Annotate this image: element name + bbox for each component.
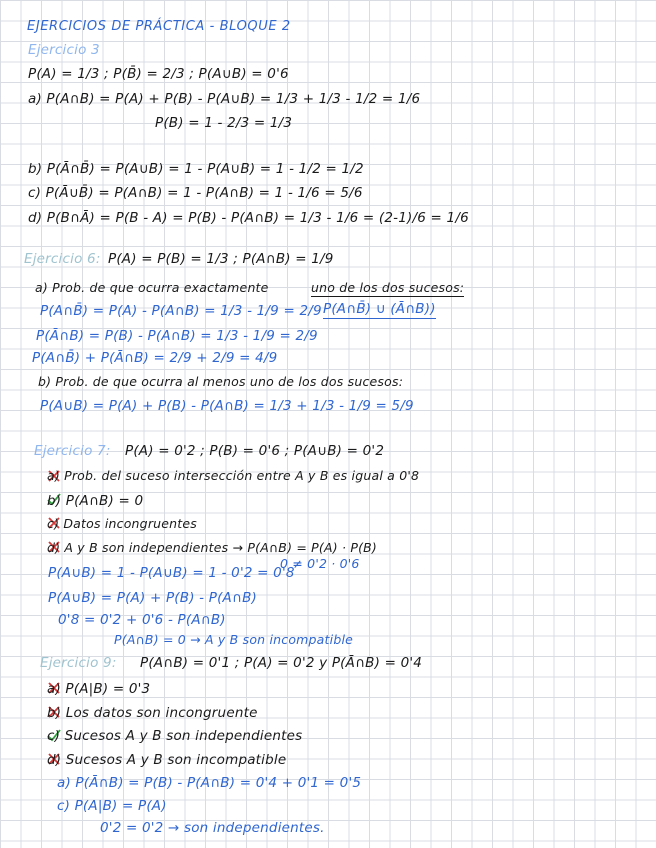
exercise-3-part-a: a) P(A∩B) = P(A) + P(B) - P(A∪B) = 1/3 + 1/3 - 1/2 = 1/6 — [28, 91, 421, 107]
exercise-7-option-b: b) P(A∩B) = 0 — [47, 493, 144, 509]
exercise-6-a-line-2: P(Ā∩B) = P(B) - P(A∩B) = 1/3 - 1/9 = 2/9 — [36, 328, 318, 344]
exercise-7-option-a: a) Prob. del suceso intersección entre A y B es igual a 0'8 — [47, 468, 420, 483]
exercise-6-b-line: P(A∪B) = P(A) + P(B) - P(A∩B) = 1/3 + 1/3 - 1/9 = 5/9 — [40, 398, 414, 414]
exercise-9-option-d: d) Sucesos A y B son incompatible — [47, 752, 287, 768]
exercise-7-d-check: 0 ≠ 0'2 · 0'6 — [280, 556, 360, 571]
exercise-3-part-d: d) P(B∩Ā) = P(B - A) = P(B) - P(A∩B) = 1/3 - 1/6 = (2-1)/6 = 1/6 — [28, 210, 469, 226]
exercise-3-heading: Ejercicio 3 — [28, 42, 100, 58]
exercise-9-heading: Ejercicio 9: — [40, 655, 117, 671]
exercise-7-option-c: c) Datos incongruentes — [47, 516, 197, 531]
exercise-7-heading: Ejercicio 7: — [34, 443, 111, 459]
exercise-6-a-line-1: P(A∩B̄) = P(A) - P(A∩B) = 1/3 - 1/9 = 2/9 — [40, 303, 322, 319]
exercise-6-a-union-note: P(A∩B̄) ∪ (Ā∩B)) — [323, 301, 436, 317]
exercise-6-part-a-prompt-underlined: uno de los dos sucesos: — [311, 280, 465, 295]
worksheet-title: EJERCICIOS DE PRÁCTICA - BLOQUE 2 — [27, 19, 291, 34]
exercise-3-givens: P(A) = 1/3 ; P(B̄) = 2/3 ; P(A∪B) = 0'6 — [28, 66, 289, 82]
exercise-9-work-c: c) P(A|B) = P(A) — [57, 798, 167, 814]
exercise-3-part-c: c) P(Ā∪B̄) = P(A∩B) = 1 - P(A∩B) = 1 - 1/6 = 5/6 — [28, 185, 363, 201]
exercise-7-work-1: P(A∪B) = 1 - P(A∪B) = 1 - 0'2 = 0'8 — [48, 565, 295, 581]
exercise-3-part-a-sub: P(B) = 1 - 2/3 = 1/3 — [155, 115, 293, 131]
exercise-7-conclusion: P(A∩B) = 0 → A y B son incompatible — [114, 632, 354, 647]
exercise-9-option-b: b) Los datos son incongruente — [47, 705, 258, 721]
exercise-6-givens: P(A) = P(B) = 1/3 ; P(A∩B) = 1/9 — [108, 251, 334, 267]
exercise-7-option-d: d) A y B son independientes → P(A∩B) = P(A) · P(B) — [47, 540, 378, 555]
exercise-9-conclusion: 0'2 = 0'2 → son independientes. — [100, 820, 325, 836]
exercise-9-option-c: c) Sucesos A y B son independientes — [47, 728, 303, 744]
exercise-7-givens: P(A) = 0'2 ; P(B) = 0'6 ; P(A∪B) = 0'2 — [125, 443, 385, 459]
exercise-9-option-a: a) P(A|B) = 0'3 — [47, 681, 151, 697]
exercise-3-part-b: b) P(Ā∩B̄) = P(A∪B) = 1 - P(A∪B) = 1 - 1/2 = 1/2 — [28, 161, 364, 177]
exercise-9-work-a: a) P(Ā∩B) = P(B) - P(A∩B) = 0'4 + 0'1 = 0'5 — [57, 775, 362, 791]
exercise-6-part-a-prompt: a) Prob. de que ocurra exactamente — [35, 280, 269, 295]
exercise-6-part-b-prompt: b) Prob. de que ocurra al menos uno de los dos sucesos: — [38, 374, 404, 389]
exercise-6-a-line-3: P(A∩B̄) + P(Ā∩B) = 2/9 + 2/9 = 4/9 — [32, 350, 278, 366]
exercise-7-work-3: 0'8 = 0'2 + 0'6 - P(A∩B) — [58, 612, 226, 628]
exercise-9-givens: P(A∩B) = 0'1 ; P(A) = 0'2 y P(Ā∩B) = 0'4 — [140, 655, 423, 671]
exercise-7-work-2: P(A∪B) = P(A) + P(B) - P(A∩B) — [48, 590, 257, 606]
exercise-6-heading: Ejercicio 6: — [24, 251, 101, 267]
